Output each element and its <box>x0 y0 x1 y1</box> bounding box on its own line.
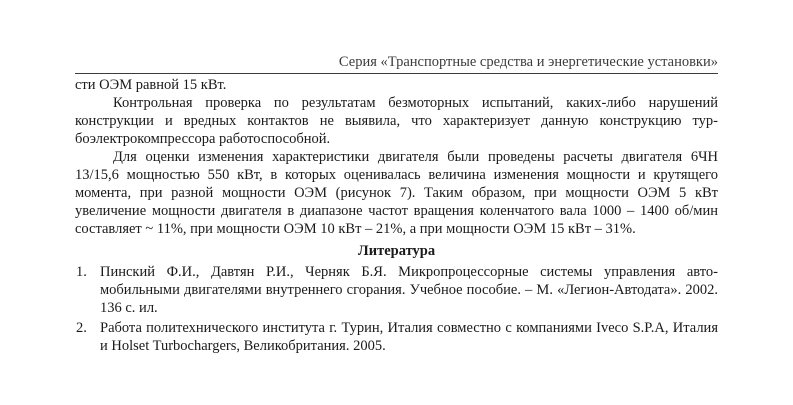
reference-item <box>75 263 718 317</box>
reference-list <box>75 263 718 355</box>
paragraph-calculation: Для оценки изменения характеристики двигателя были проведены расчеты двигателя 6ЧН 13/15,6 мощностью 550 кВт, в которых оценивалась величина изменения мощности и крутящего момента, при разной мощности ОЭМ (рисунок 7). Таким образом, при мощности ОЭМ 5 кВт увеличение мощности двигателя в диапазоне частот вращения коленчатого вала 1000 – 1400 об/мин составляет ~ 11%, при мощности ОЭМ 10 кВт – 21%, а при мощности ОЭМ 15 кВт – 31%. <box>75 149 718 237</box>
paragraph-inspection: Контрольная проверка по результатам безмоторных испытаний, каких-либо нарушений конструкции и вредных контактов не выявила, что характеризует данную конструкцию турбоэлектрокомпрессора работоспособной. <box>75 95 718 147</box>
reference-number: 1. <box>76 264 87 280</box>
body-text <box>75 76 718 357</box>
references-heading: Литература <box>357 243 436 259</box>
running-header: Серия «Транспортные средства и энергетические установки» <box>75 53 718 74</box>
reference-item <box>75 319 718 355</box>
reference-text: Пинский Ф.И., Давтян Р.И., Черняк Б.Я. Микропроцессорные системы управления автомобильными двигателями внутреннего сгорания. Учебное пособие. – М. «Легион-Автодата». 2002. 136 с. ил. <box>100 264 718 316</box>
paragraph-continuation: сти ОЭМ равной 15 кВт. <box>75 77 227 93</box>
reference-number: 2. <box>76 320 87 336</box>
reference-text: Работа политехнического института г. Турин, Италия совместно с компаниями Iveco S.P.A, Италия и Holset Turbochargers, Великобритания. 2005. <box>100 320 718 354</box>
